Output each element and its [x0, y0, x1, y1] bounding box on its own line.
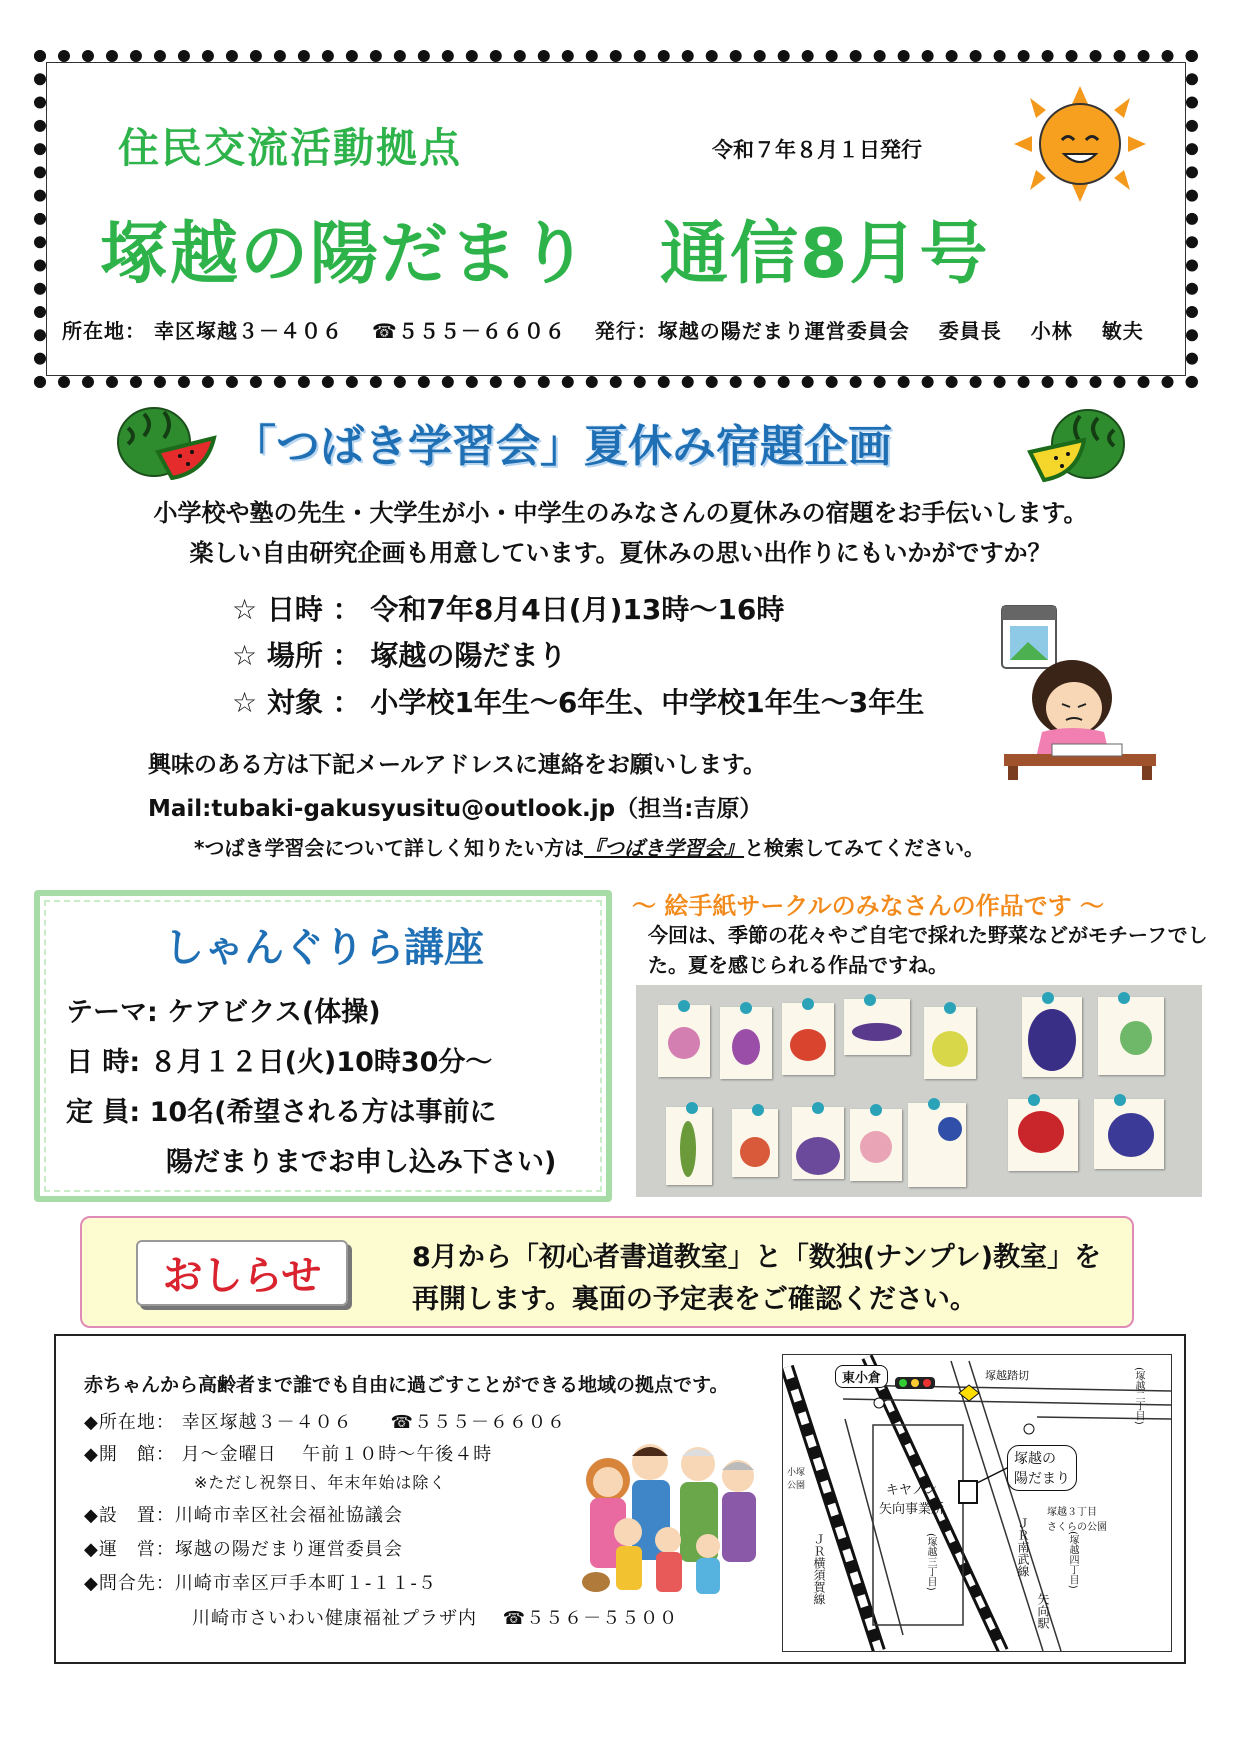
note-search-term: 『つばき学習会』 [584, 836, 745, 860]
footer-operator: ◆運 営：塚越の陽だまり運営委員会 [84, 1539, 403, 1560]
notice-line-1: 8月から「初心者書道教室」と「数独(ナンプレ)教室」を [412, 1242, 1102, 1273]
etegami-card [720, 1007, 772, 1079]
etegami-card [1094, 1099, 1164, 1169]
note-text-before: *つばき学習会について詳しく知りたい方は [194, 836, 585, 860]
tsubaki-place: ☆ 場所 ： 塚越の陽だまり [232, 639, 567, 672]
etegami-card [908, 1103, 966, 1187]
note-text-after: と検索してみてください。 [744, 836, 985, 860]
tsubaki-date: ☆ 日時 ： 令和7年8月4日(月)13時～16時 [232, 593, 785, 626]
access-map [782, 1354, 1172, 1652]
map-label-crossing: 塚越踏切 [985, 1369, 1029, 1382]
org-name: 住民交流活動拠点 [118, 124, 462, 172]
etegami-card [658, 1005, 710, 1077]
course-capacity-cont: 陽だまりまでお申し込み下さい) [166, 1147, 557, 1178]
course-theme: テーマ: ケアビクス(体操) [66, 997, 381, 1028]
etegami-card [924, 1007, 976, 1079]
course-title: しゃんぐりら講座 [164, 925, 484, 971]
map-drawing [783, 1355, 1171, 1651]
course-capacity: 定 員: 10名(希望される方は事前に [66, 1097, 497, 1128]
tsubaki-contact: 興味のある方は下記メールアドレスに連絡をお願いします。 [148, 752, 767, 778]
footer-lead: 赤ちゃんから高齢者まで誰でも自由に過ごすことができる地域の拠点です。 [84, 1374, 729, 1396]
map-label-nambu-line: ＪＲ南武線 [1016, 1517, 1030, 1577]
footer-established: ◆設 置：川崎市幸区社会福祉協議会 [84, 1505, 403, 1526]
map-label-park: 塚越３丁目 さくらの公園 [1047, 1507, 1107, 1533]
tsubaki-intro-line-1: 小学校や塾の先生・大学生が小・中学生のみなさんの夏休みの宿題をお手伝いします。 [153, 499, 1088, 527]
map-label-tsukagoshi-4: (塚越四丁目) [1067, 1531, 1078, 1589]
watermelon-icon-right [1026, 402, 1130, 484]
map-label-yako-station: 矢向駅 [1036, 1593, 1050, 1629]
etegami-card [844, 999, 910, 1055]
etegami-card [1022, 997, 1082, 1077]
footer-hours: ◆開 館： 月～金曜日 午前１０時～午後４時 [84, 1444, 493, 1465]
footer-hours-note: ※ただし祝祭日、年末年始は除く [194, 1473, 447, 1492]
etegami-card [666, 1107, 712, 1185]
tsubaki-note [194, 832, 984, 861]
header-info: 所在地： 幸区塚越３－４０６ ☎５５５－６６０６ 発行：塚越の陽だまり運営委員会 委員長 小林 敏夫 [62, 319, 1144, 343]
course-date: 日 時: ８月１２日(火)10時30分～ [66, 1047, 493, 1078]
etegami-desc: 今回は、季節の花々やご自宅で採れた野菜などがモチーフでした。夏を感じられる作品ですね。 [648, 923, 1208, 977]
etegami-card [782, 1003, 834, 1075]
watermelon-icon-left [114, 398, 218, 480]
map-label-tsukagoshi-2: (塚越二丁目) [1133, 1367, 1144, 1425]
tsubaki-target: ☆ 対象 ： 小学校1年生～6年生、中学校1年生～3年生 [232, 686, 925, 719]
etegami-card [792, 1107, 844, 1179]
footer-inquiry: ◆問合先：川崎市幸区戸手本町１-１１-５ [84, 1573, 437, 1594]
map-label-tsukagoshi-3: (塚越三丁目) [925, 1533, 936, 1591]
etegami-photo [636, 985, 1202, 1197]
footer-plaza: 川崎市さいわい健康福祉プラザ内 ☎５５６－５５００ [192, 1608, 679, 1629]
tsubaki-intro-line-2: 楽しい自由研究企画も用意しています。夏休みの思い出作りにもいかがですか？ [189, 539, 1052, 567]
etegami-card [1098, 997, 1164, 1075]
tsubaki-mail[interactable]: Mail:tubaki-gakusyusitu@outlook.jp（担当:吉原） [148, 796, 763, 822]
map-label-hidamari: 塚越の 陽だまり [1007, 1445, 1077, 1491]
footer-address: ◆所在地： 幸区塚越３－４０６ ☎５５５－６６０６ [84, 1412, 566, 1433]
newsletter-title: 塚越の陽だまり 通信8月号 [100, 215, 990, 294]
etegami-title: ～ 絵手紙サークルのみなさんの作品です ～ [632, 892, 1104, 920]
notice-line-2: 再開します。裏面の予定表をご確認ください。 [412, 1284, 977, 1315]
tsubaki-title: 「つばき学習会」夏休み宿題企画 [232, 421, 892, 472]
map-label-yokosuka-line: ＪＲ横須賀線 [812, 1533, 826, 1605]
issue-date: 令和７年８月１日発行 [712, 138, 922, 162]
etegami-card [732, 1109, 778, 1177]
map-label-higashi-ogura: 東小倉 [835, 1365, 888, 1388]
sun-icon [1010, 84, 1150, 204]
notice-label: おしらせ [162, 1253, 322, 1299]
map-label-canon: キヤノン 矢向事業所 [879, 1483, 945, 1517]
etegami-card [850, 1109, 902, 1181]
studying-girl-illustration [1000, 604, 1160, 780]
family-illustration [574, 1432, 772, 1602]
map-label-kozuka-park: 小塚 公園 [787, 1468, 806, 1491]
etegami-card [1008, 1099, 1078, 1171]
